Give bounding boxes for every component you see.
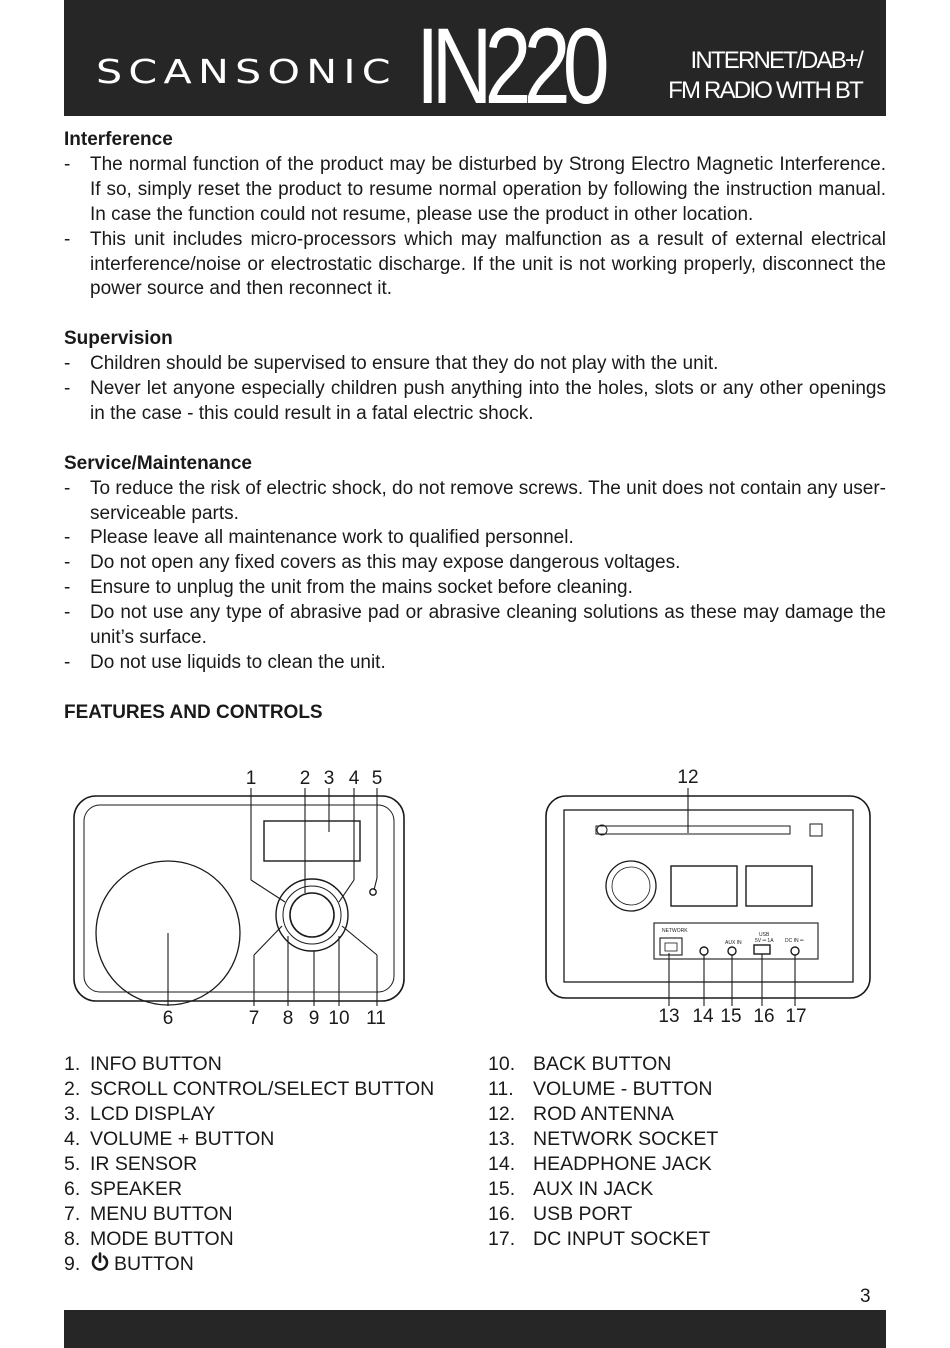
callout-11: 11 xyxy=(366,1008,386,1029)
lcd-display-frame xyxy=(264,821,360,861)
legend-num: 12. xyxy=(488,1103,516,1125)
subtitle-line-2: FM RADIO WITH BT xyxy=(668,77,862,104)
list-item: - Do not use any type of abrasive pad or abrasive cleaning solutions as these may damage the unit’s surface. xyxy=(64,601,886,651)
legend-num: 5. xyxy=(64,1153,81,1175)
port-label-dc: DC IN ═ xyxy=(785,938,804,944)
document-body xyxy=(64,128,886,726)
legend-right-column xyxy=(488,1052,718,1252)
bass-port-inner xyxy=(612,867,650,905)
bass-port xyxy=(606,861,656,911)
legend-item xyxy=(488,1052,718,1077)
dc-input-socket xyxy=(791,947,799,955)
legend-label: SCROLL CONTROL/SELECT BUTTON xyxy=(90,1078,435,1100)
back-vent-left xyxy=(671,866,737,906)
antenna-tip xyxy=(810,824,822,836)
legend-num: 15. xyxy=(488,1178,516,1200)
legend-item xyxy=(64,1077,434,1102)
callout-10: 10 xyxy=(328,1008,350,1029)
leader-4b xyxy=(339,880,354,902)
legend-num: 17. xyxy=(488,1228,516,1250)
network-socket-inner xyxy=(665,943,677,951)
supervision-section xyxy=(64,327,886,427)
aux-in-jack xyxy=(728,947,736,955)
section-title-interference: Interference xyxy=(64,129,173,150)
callout-8: 8 xyxy=(282,1008,294,1029)
section-title-service: Service/Maintenance xyxy=(64,452,252,474)
page-number: 3 xyxy=(860,1286,871,1307)
legend-left-column xyxy=(64,1052,434,1277)
legend-item xyxy=(488,1077,718,1102)
list-item: - To reduce the risk of electric shock, do not remove screws. The unit does not contain any user-serviceable parts. xyxy=(64,477,886,527)
rod-antenna xyxy=(596,826,790,834)
legend-label: ROD ANTENNA xyxy=(533,1103,674,1125)
callout-15: 15 xyxy=(720,1006,742,1027)
interference-list xyxy=(64,153,886,302)
port-label-usb-rating: 5V ═ 1A xyxy=(755,938,774,944)
legend-label: DC INPUT SOCKET xyxy=(533,1228,711,1250)
back-view xyxy=(546,796,870,998)
legend-num: 13. xyxy=(488,1128,516,1150)
list-item: - Ensure to unplug the unit from the mains socket before cleaning. xyxy=(64,576,886,601)
legend-item xyxy=(64,1202,434,1227)
legend-item xyxy=(64,1152,434,1177)
legend-item xyxy=(64,1227,434,1252)
legend-num: 11. xyxy=(488,1078,514,1100)
list-item: - Do not open any fixed covers as this may expose dangerous voltages. xyxy=(64,551,886,576)
power-icon xyxy=(90,1252,110,1272)
legend-num: 14. xyxy=(488,1153,516,1175)
legend-num: 16. xyxy=(488,1203,516,1225)
list-item: - Please leave all maintenance work to qualified personnel. xyxy=(64,526,886,551)
port-label-usb: USB xyxy=(759,932,770,938)
legend-label: IR SENSOR xyxy=(90,1153,198,1175)
legend-num: 4. xyxy=(64,1128,81,1150)
legend-num: 7. xyxy=(64,1203,81,1225)
back-leader-lines xyxy=(669,788,795,1006)
section-title-supervision: Supervision xyxy=(64,328,173,350)
service-section xyxy=(64,452,886,676)
legend-item xyxy=(64,1127,434,1152)
callout-2: 2 xyxy=(299,768,311,789)
supervision-list xyxy=(64,352,886,427)
callout-5: 5 xyxy=(371,768,383,789)
leader-7b xyxy=(254,926,282,955)
list-item: - Children should be supervised to ensure that they do not play with the unit. xyxy=(64,352,886,377)
legend-label: NETWORK SOCKET xyxy=(533,1128,719,1150)
legend-label: MENU BUTTON xyxy=(90,1203,233,1225)
legend-num: 1. xyxy=(64,1053,81,1075)
legend-label: BUTTON xyxy=(114,1253,194,1275)
legend-label: HEADPHONE JACK xyxy=(533,1153,712,1175)
callout-4: 4 xyxy=(348,768,360,789)
product-subtitle xyxy=(658,46,862,106)
callout-3: 3 xyxy=(323,768,335,789)
callout-6: 6 xyxy=(162,1008,174,1029)
legend-item xyxy=(488,1152,718,1177)
back-vent-right xyxy=(746,866,812,906)
legend-item xyxy=(64,1177,434,1202)
port-label-aux: AUX IN xyxy=(725,940,742,946)
page-header xyxy=(64,0,886,116)
list-item: - This unit includes micro-processors which may malfunction as a result of external electrical interference/noise or electrostatic discharge. If the unit is not working properly, disconnect the power source and then reconnect it. xyxy=(64,228,886,303)
callout-17: 17 xyxy=(785,1006,807,1027)
legend-num: 9. xyxy=(64,1253,81,1275)
legend-item xyxy=(488,1202,718,1227)
ir-sensor-dot xyxy=(370,889,376,895)
callout-7: 7 xyxy=(248,1008,260,1029)
legend-label: AUX IN JACK xyxy=(533,1178,654,1200)
legend-num: 8. xyxy=(64,1228,81,1250)
legend-num: 6. xyxy=(64,1178,81,1200)
callout-13: 13 xyxy=(658,1006,680,1027)
list-item: - Do not use liquids to clean the unit. xyxy=(64,651,886,676)
callout-1: 1 xyxy=(245,768,257,789)
list-item: - The normal function of the product may be disturbed by Strong Electro Magnetic Interference. If so, simply reset the product to resume normal operation by following the instruction manual. In case the function could not resume, please use the product in other location. xyxy=(64,153,886,228)
features-diagram xyxy=(64,760,886,1040)
callout-9: 9 xyxy=(308,1008,320,1029)
legend-num: 10. xyxy=(488,1053,516,1075)
headphone-jack xyxy=(700,947,708,955)
control-ring-outer xyxy=(276,879,348,951)
legend-item xyxy=(64,1252,434,1277)
legend-label: BACK BUTTON xyxy=(533,1053,672,1075)
legend-label: VOLUME - BUTTON xyxy=(533,1078,713,1100)
diagram-svg xyxy=(64,760,886,1040)
scroll-select-knob xyxy=(290,893,334,937)
callout-16: 16 xyxy=(753,1006,775,1027)
legend-label: LCD DISPLAY xyxy=(90,1103,216,1125)
legend-item xyxy=(488,1127,718,1152)
legend-label: SPEAKER xyxy=(90,1178,183,1200)
features-title: FEATURES AND CONTROLS xyxy=(64,701,323,723)
legend-item xyxy=(488,1227,718,1252)
brand-logo: SCANSONIC xyxy=(96,52,397,91)
interference-section xyxy=(64,128,886,302)
network-socket xyxy=(660,938,682,955)
callout-12: 12 xyxy=(677,767,699,788)
legend-num: 3. xyxy=(64,1103,81,1125)
legend-label: VOLUME + BUTTON xyxy=(90,1128,275,1150)
port-label-network: NETWORK xyxy=(662,928,688,934)
legend-num: 2. xyxy=(64,1078,81,1100)
list-item: - Never let anyone especially children push anything into the holes, slots or any other openings in the case - this could result in a fatal electric shock. xyxy=(64,377,886,427)
legend-item xyxy=(64,1052,434,1077)
callout-14: 14 xyxy=(692,1006,714,1027)
subtitle-line-1: INTERNET/DAB+/ xyxy=(690,47,862,74)
leader-1b xyxy=(251,880,285,902)
legend-label: MODE BUTTON xyxy=(90,1228,234,1250)
front-inner-case xyxy=(84,805,394,992)
legend-item xyxy=(488,1177,718,1202)
legend-item xyxy=(64,1102,434,1127)
usb-port xyxy=(754,945,770,954)
legend-label: USB PORT xyxy=(533,1203,633,1225)
leader-11b xyxy=(342,926,377,955)
model-name: IN220 xyxy=(416,5,602,116)
legend-label: INFO BUTTON xyxy=(90,1053,222,1075)
leader-5b xyxy=(374,878,377,890)
legend-item xyxy=(488,1102,718,1127)
footer-bar xyxy=(64,1310,886,1348)
service-list xyxy=(64,477,886,676)
control-ring-inner xyxy=(283,886,341,944)
